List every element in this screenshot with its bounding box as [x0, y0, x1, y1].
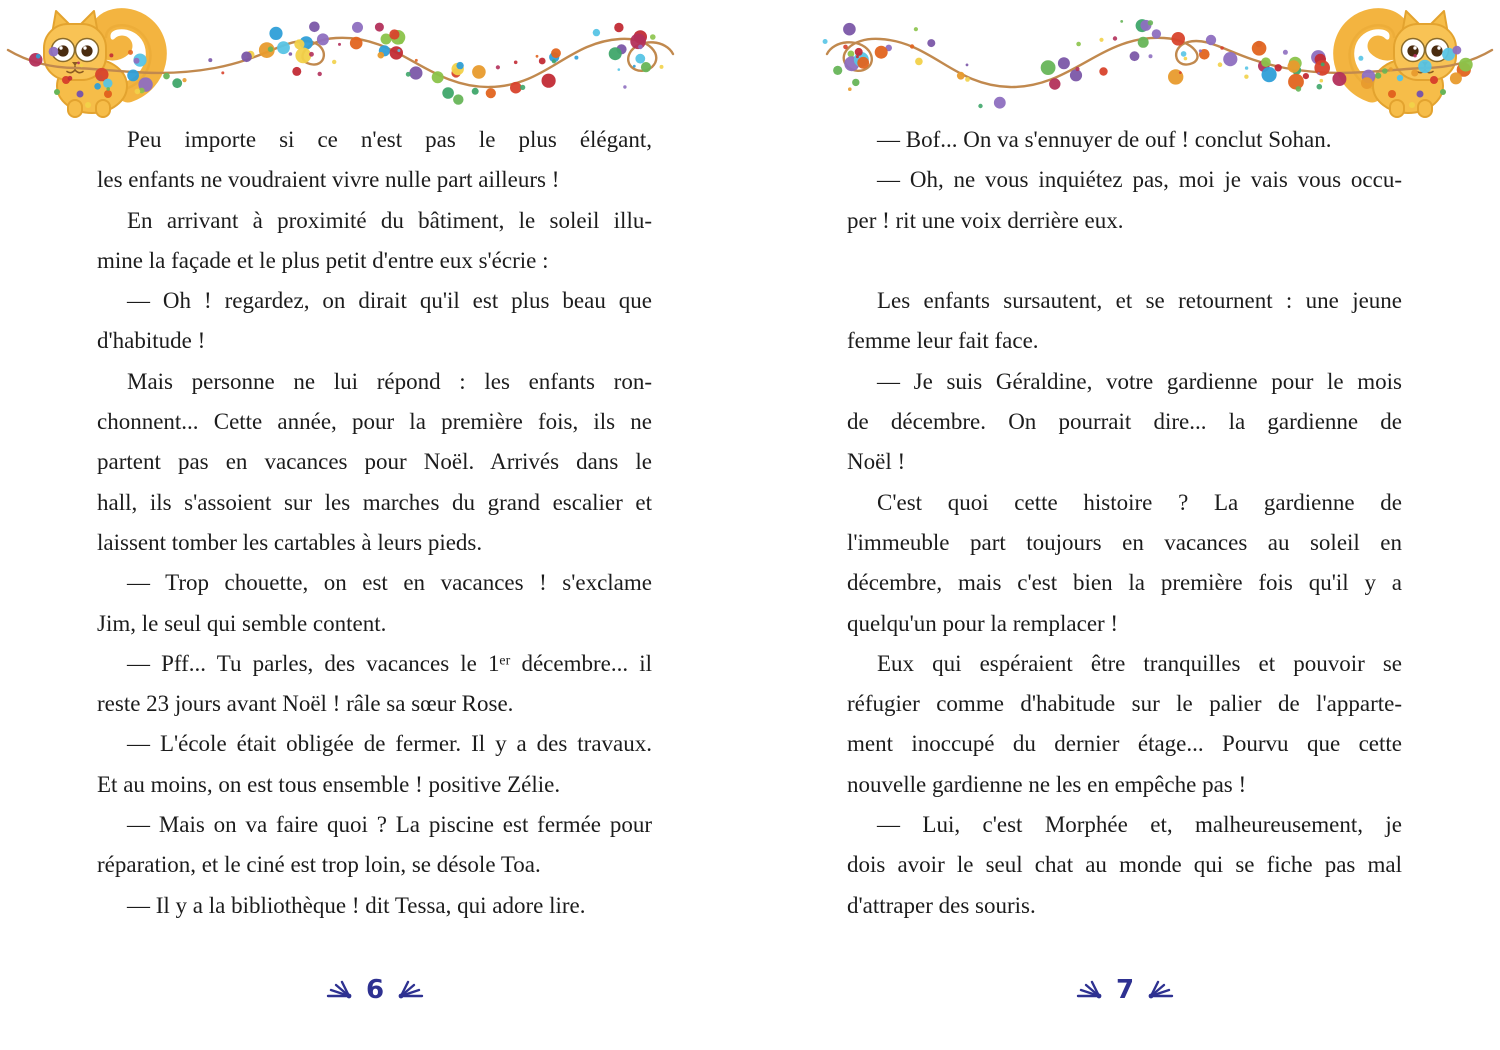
text-line: laissent tomber les cartables à leurs pieds.: [97, 529, 483, 555]
text-line: ment inoccupé du dernier étage... Pourvu que cette: [847, 731, 1402, 757]
text-line: — Pff... Tu parles, des vacances le 1ᵉʳ décembre... il: [127, 650, 652, 676]
text-line: — L'école était obligée de fermer. Il y a des travaux.: [127, 731, 652, 757]
text-line: femme leur fait face.: [847, 328, 1039, 354]
paragraph: [847, 644, 1402, 805]
text-line: Jim, le seul qui semble content.: [97, 610, 387, 636]
text-line: En arrivant à proximité du bâtiment, le soleil illu-: [127, 207, 652, 233]
text-line: l'immeuble part toujours en vacances au soleil en: [847, 529, 1402, 555]
paragraph: [97, 644, 652, 725]
paragraph-spacer: [847, 241, 1402, 281]
text-line: d'habitude !: [97, 328, 206, 354]
folio-left: [0, 972, 750, 1008]
paragraph: [97, 805, 652, 886]
text-line: nouvelle gardienne ne les en empêche pas !: [847, 771, 1247, 797]
paragraph: [847, 483, 1402, 644]
paragraph: [97, 724, 652, 805]
sprig-left-icon: [1075, 980, 1105, 1000]
text-line: chonnent... Cette année, pour la première fois, ils ne: [97, 409, 652, 435]
text-line: Eux qui espéraient être tranquilles et pouvoir se: [877, 650, 1402, 676]
paragraph: [97, 281, 652, 362]
text-line: — Il y a la bibliothèque ! dit Tessa, qui adore lire.: [127, 892, 586, 918]
text-line: réparation, et le ciné est trop loin, se désole Toa.: [97, 852, 541, 878]
paragraph: [847, 362, 1402, 483]
sprig-left-icon: [325, 980, 355, 1000]
text-line: — Mais on va faire quoi ? La piscine est fermée pour: [127, 812, 652, 838]
garland-decoration-right: [750, 0, 1500, 132]
page-number-left: 6: [365, 975, 385, 1005]
text-line: C'est quoi cette histoire ? La gardienne de: [877, 489, 1402, 515]
text-line: Et au moins, on est tous ensemble ! positive Zélie.: [97, 771, 561, 797]
page-right: [750, 0, 1500, 1050]
paragraph: [97, 563, 652, 644]
text-line: de décembre. On pourrait dire... la gardienne de: [847, 409, 1402, 435]
paragraph: [97, 120, 652, 201]
paragraph: [97, 362, 652, 563]
text-line: les enfants ne voudraient vivre nulle part ailleurs !: [97, 167, 560, 193]
text-line: Peu importe si ce n'est pas le plus élégant,: [127, 127, 652, 152]
paragraph: [847, 281, 1402, 362]
cat-illustration-right: [1344, 11, 1456, 117]
paragraph: [847, 160, 1402, 241]
text-line: Noël !: [847, 449, 906, 475]
text-line: — Trop chouette, on est en vacances ! s'exclame: [127, 570, 652, 596]
text-line: dois avoir le seul chat au monde qui se fiche pas mal: [847, 852, 1402, 878]
text-block-right: [847, 120, 1402, 926]
paragraph: [847, 120, 1402, 160]
text-line: — Lui, c'est Morphée et, malheureusement, je: [877, 812, 1402, 838]
sprig-right-icon: [395, 980, 425, 1000]
text-line: — Oh, ne vous inquiétez pas, moi je vais vous occu-: [877, 167, 1402, 193]
text-line: Mais personne ne lui répond : les enfants ron-: [127, 368, 652, 394]
text-line: hall, ils s'assoient sur les marches du grand escalier et: [97, 489, 652, 515]
sprig-right-icon: [1145, 980, 1175, 1000]
text-line: mine la façade et le plus petit d'entre eux s'écrie :: [97, 247, 549, 273]
text-line: réfugier comme d'habitude sur le palier de l'apparte-: [847, 691, 1402, 717]
paragraph: [847, 805, 1402, 926]
text-line: — Je suis Géraldine, votre gardienne pour le mois: [877, 368, 1402, 394]
text-line: quelqu'un pour la remplacer !: [847, 610, 1119, 636]
garland-decoration-left: [0, 0, 750, 132]
text-block-left: [97, 120, 652, 926]
text-line: Les enfants sursautent, et se retournent : une jeune: [877, 288, 1402, 314]
text-line: reste 23 jours avant Noël ! râle sa sœur Rose.: [97, 691, 514, 717]
paragraph: [97, 201, 652, 282]
text-line: d'attraper des souris.: [847, 892, 1036, 918]
text-line: — Bof... On va s'ennuyer de ouf ! conclut Sohan.: [877, 127, 1332, 152]
paragraph: [97, 886, 652, 926]
text-line: — Oh ! regardez, on dirait qu'il est plus beau que: [127, 288, 652, 314]
text-line: per ! rit une voix derrière eux.: [847, 207, 1124, 233]
folio-right: [750, 972, 1500, 1008]
text-line: partent pas en vacances pour Noël. Arrivés dans le: [97, 449, 652, 475]
text-line: décembre, mais c'est bien la première fois qu'il y a: [847, 570, 1402, 596]
page-number-right: 7: [1115, 975, 1135, 1005]
